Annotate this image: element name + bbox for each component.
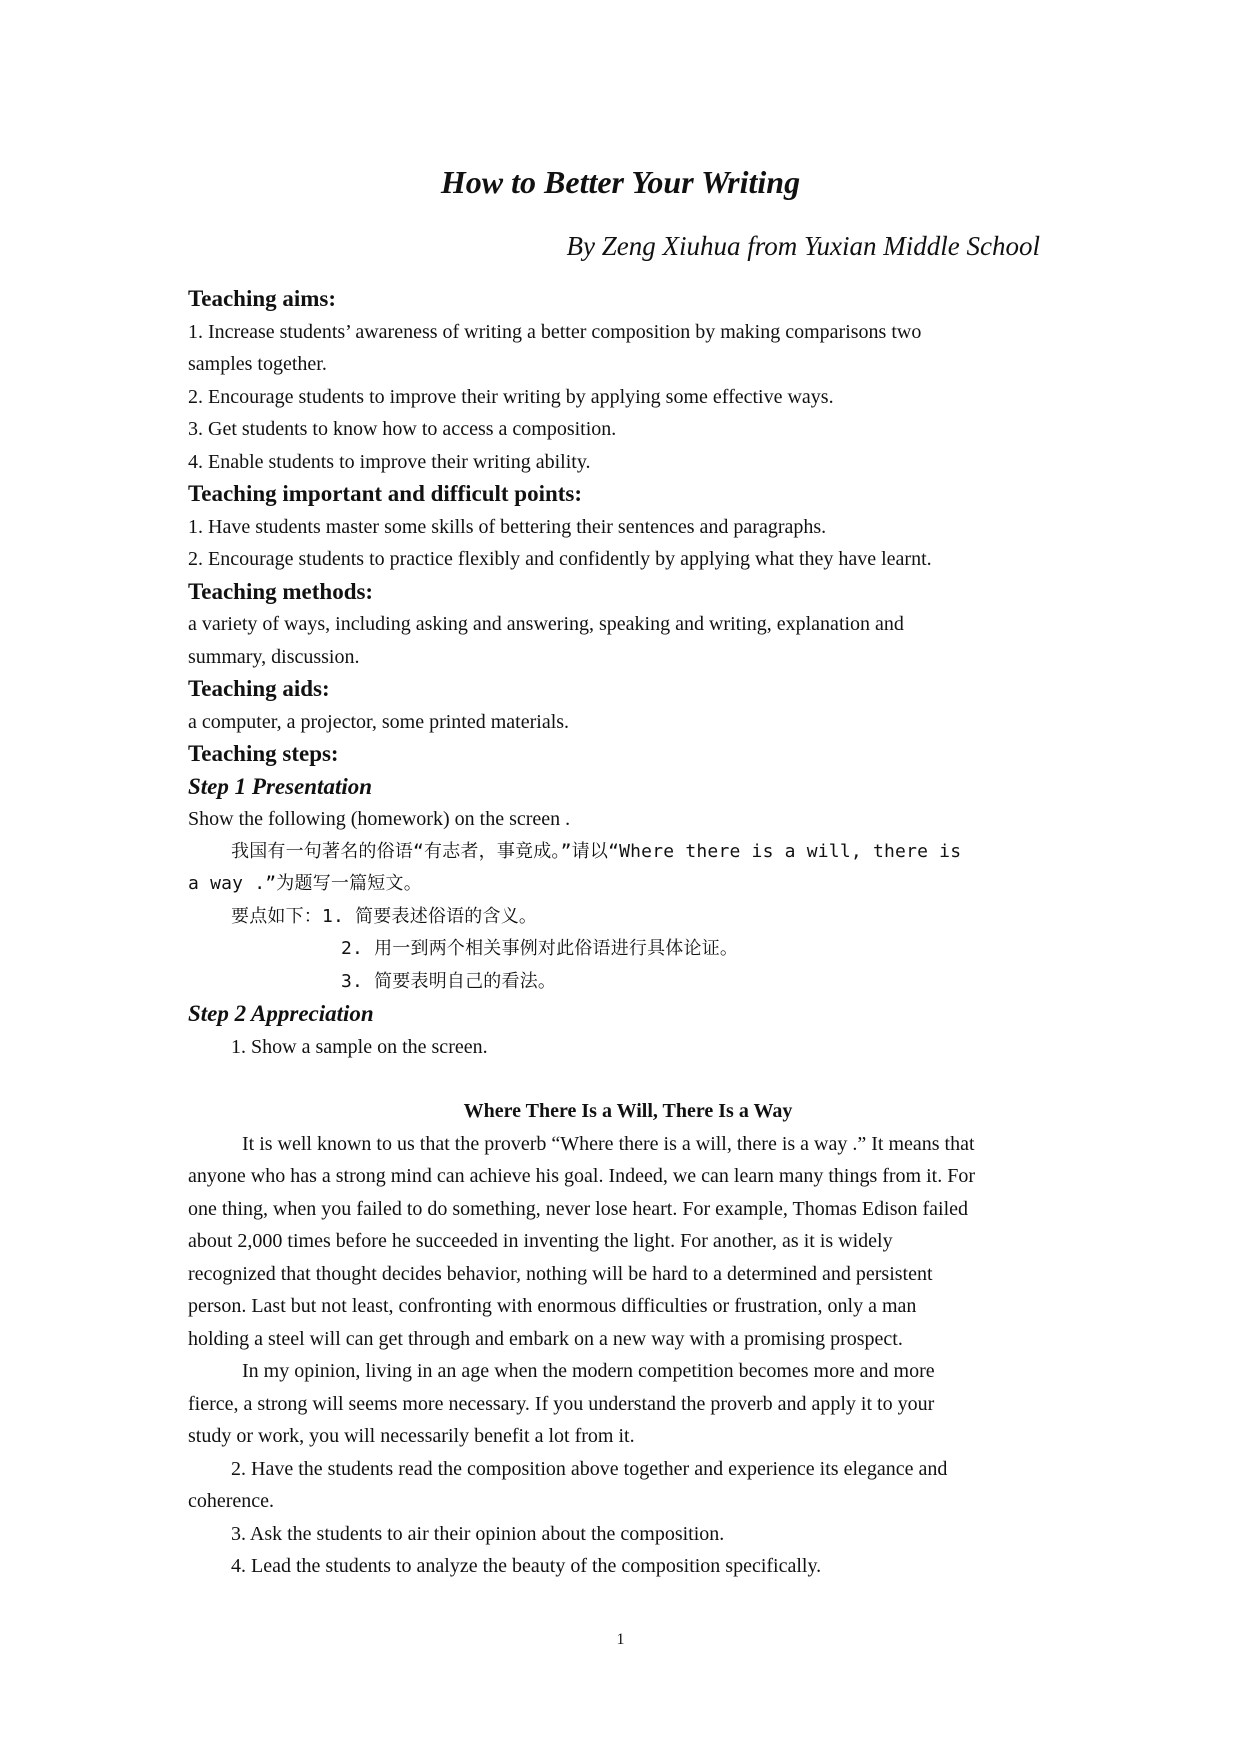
document-title: How to Better Your Writing	[440, 164, 801, 200]
points-line: 1. Have students master some skills of bettering their sentences and paragraphs.	[188, 515, 827, 538]
essay-title: Where There Is a Will, There Is a Way	[463, 1100, 793, 1122]
chinese-point-item: 2. 用一到两个相关事例对此俗语进行具体论证。	[341, 938, 739, 959]
chinese-points-prefix: 要点如下：	[231, 905, 322, 927]
points-line: 2. Encourage students to practice flexibly and confidently by applying what they have learnt.	[188, 548, 932, 570]
methods-line: summary, discussion.	[188, 645, 360, 668]
page-number: 1	[616, 1631, 625, 1648]
aims-line: samples together.	[188, 353, 327, 375]
step2-item: 1. Show a sample on the screen.	[231, 1035, 488, 1058]
essay-line: study or work, you will necessarily benefit a lot from it.	[188, 1425, 635, 1447]
essay-line: person. Last but not least, confronting with enormous difficulties or frustration, only a man	[188, 1295, 917, 1317]
section-heading-steps: Teaching steps:	[188, 741, 339, 766]
aims-line: 1. Increase students’ awareness of writing a better composition by making comparisons two	[188, 320, 922, 343]
step2-item: 4. Lead the students to analyze the beauty of the composition specifically.	[231, 1555, 822, 1577]
step2-item: 2. Have the students read the composition above together and experience its elegance and	[231, 1457, 948, 1480]
essay-line: recognized that thought decides behavior, nothing will be hard to a determined and persistent	[188, 1262, 933, 1285]
aids-line: a computer, a projector, some printed materials.	[188, 710, 570, 733]
chinese-prompt-line: a way .”为题写一篇短文。	[188, 873, 422, 894]
step2-item-continued: coherence.	[188, 1490, 275, 1512]
step1-intro: Show the following (homework) on the screen .	[188, 808, 571, 830]
step1-heading: Step 1 Presentation	[188, 773, 373, 799]
essay-line: one thing, when you failed to do something, never lose heart. For example, Thomas Edison failed	[188, 1197, 969, 1220]
chinese-point-item: 1. 简要表述俗语的含义。	[322, 905, 538, 927]
chinese-prompt-line: 我国有一句著名的俗语“有志者，事竟成。”请以“Where there is a will, there is	[231, 840, 962, 862]
section-heading-aids: Teaching aids:	[188, 676, 330, 701]
essay-paragraph-2	[188, 1355, 1068, 1453]
essay-line: In my opinion, living in an age when the modern competition becomes more and more	[242, 1360, 935, 1382]
section-heading-points: Teaching important and difficult points:	[188, 481, 583, 506]
methods-line: a variety of ways, including asking and answering, speaking and writing, explanation and	[188, 613, 904, 635]
step2-heading: Step 2 Appreciation	[188, 1001, 374, 1026]
essay-line: It is well known to us that the proverb “Where there is a will, there is a way .” It means that	[242, 1132, 975, 1155]
essay-line: about 2,000 times before he succeeded in inventing the light. For another, as it is widely	[188, 1230, 893, 1252]
aims-line: 3. Get students to know how to access a composition.	[188, 418, 617, 440]
section-heading-aims: Teaching aims:	[188, 286, 337, 311]
essay-line: anyone who has a strong mind can achieve his goal. Indeed, we can learn many things from it. For	[188, 1165, 976, 1187]
document-body	[188, 283, 1068, 1583]
chinese-points-line	[188, 901, 1068, 934]
essay-line: holding a steel will can get through and embark on a new way with a promising prospect.	[188, 1327, 903, 1350]
section-heading-methods: Teaching methods:	[188, 578, 374, 604]
step2-item: 3. Ask the students to air their opinion about the composition.	[231, 1522, 725, 1545]
essay-paragraph-1	[188, 1128, 1068, 1356]
chinese-point-item: 3. 简要表明自己的看法。	[341, 970, 557, 992]
essay-line: fierce, a strong will seems more necessary. If you understand the proverb and apply it to your	[188, 1392, 935, 1415]
aims-line: 2. Encourage students to improve their writing by applying some effective ways.	[188, 385, 834, 408]
author-byline: By Zeng Xiuhua from Yuxian Middle School	[566, 231, 1040, 261]
aims-line: 4. Enable students to improve their writing ability.	[188, 450, 591, 473]
